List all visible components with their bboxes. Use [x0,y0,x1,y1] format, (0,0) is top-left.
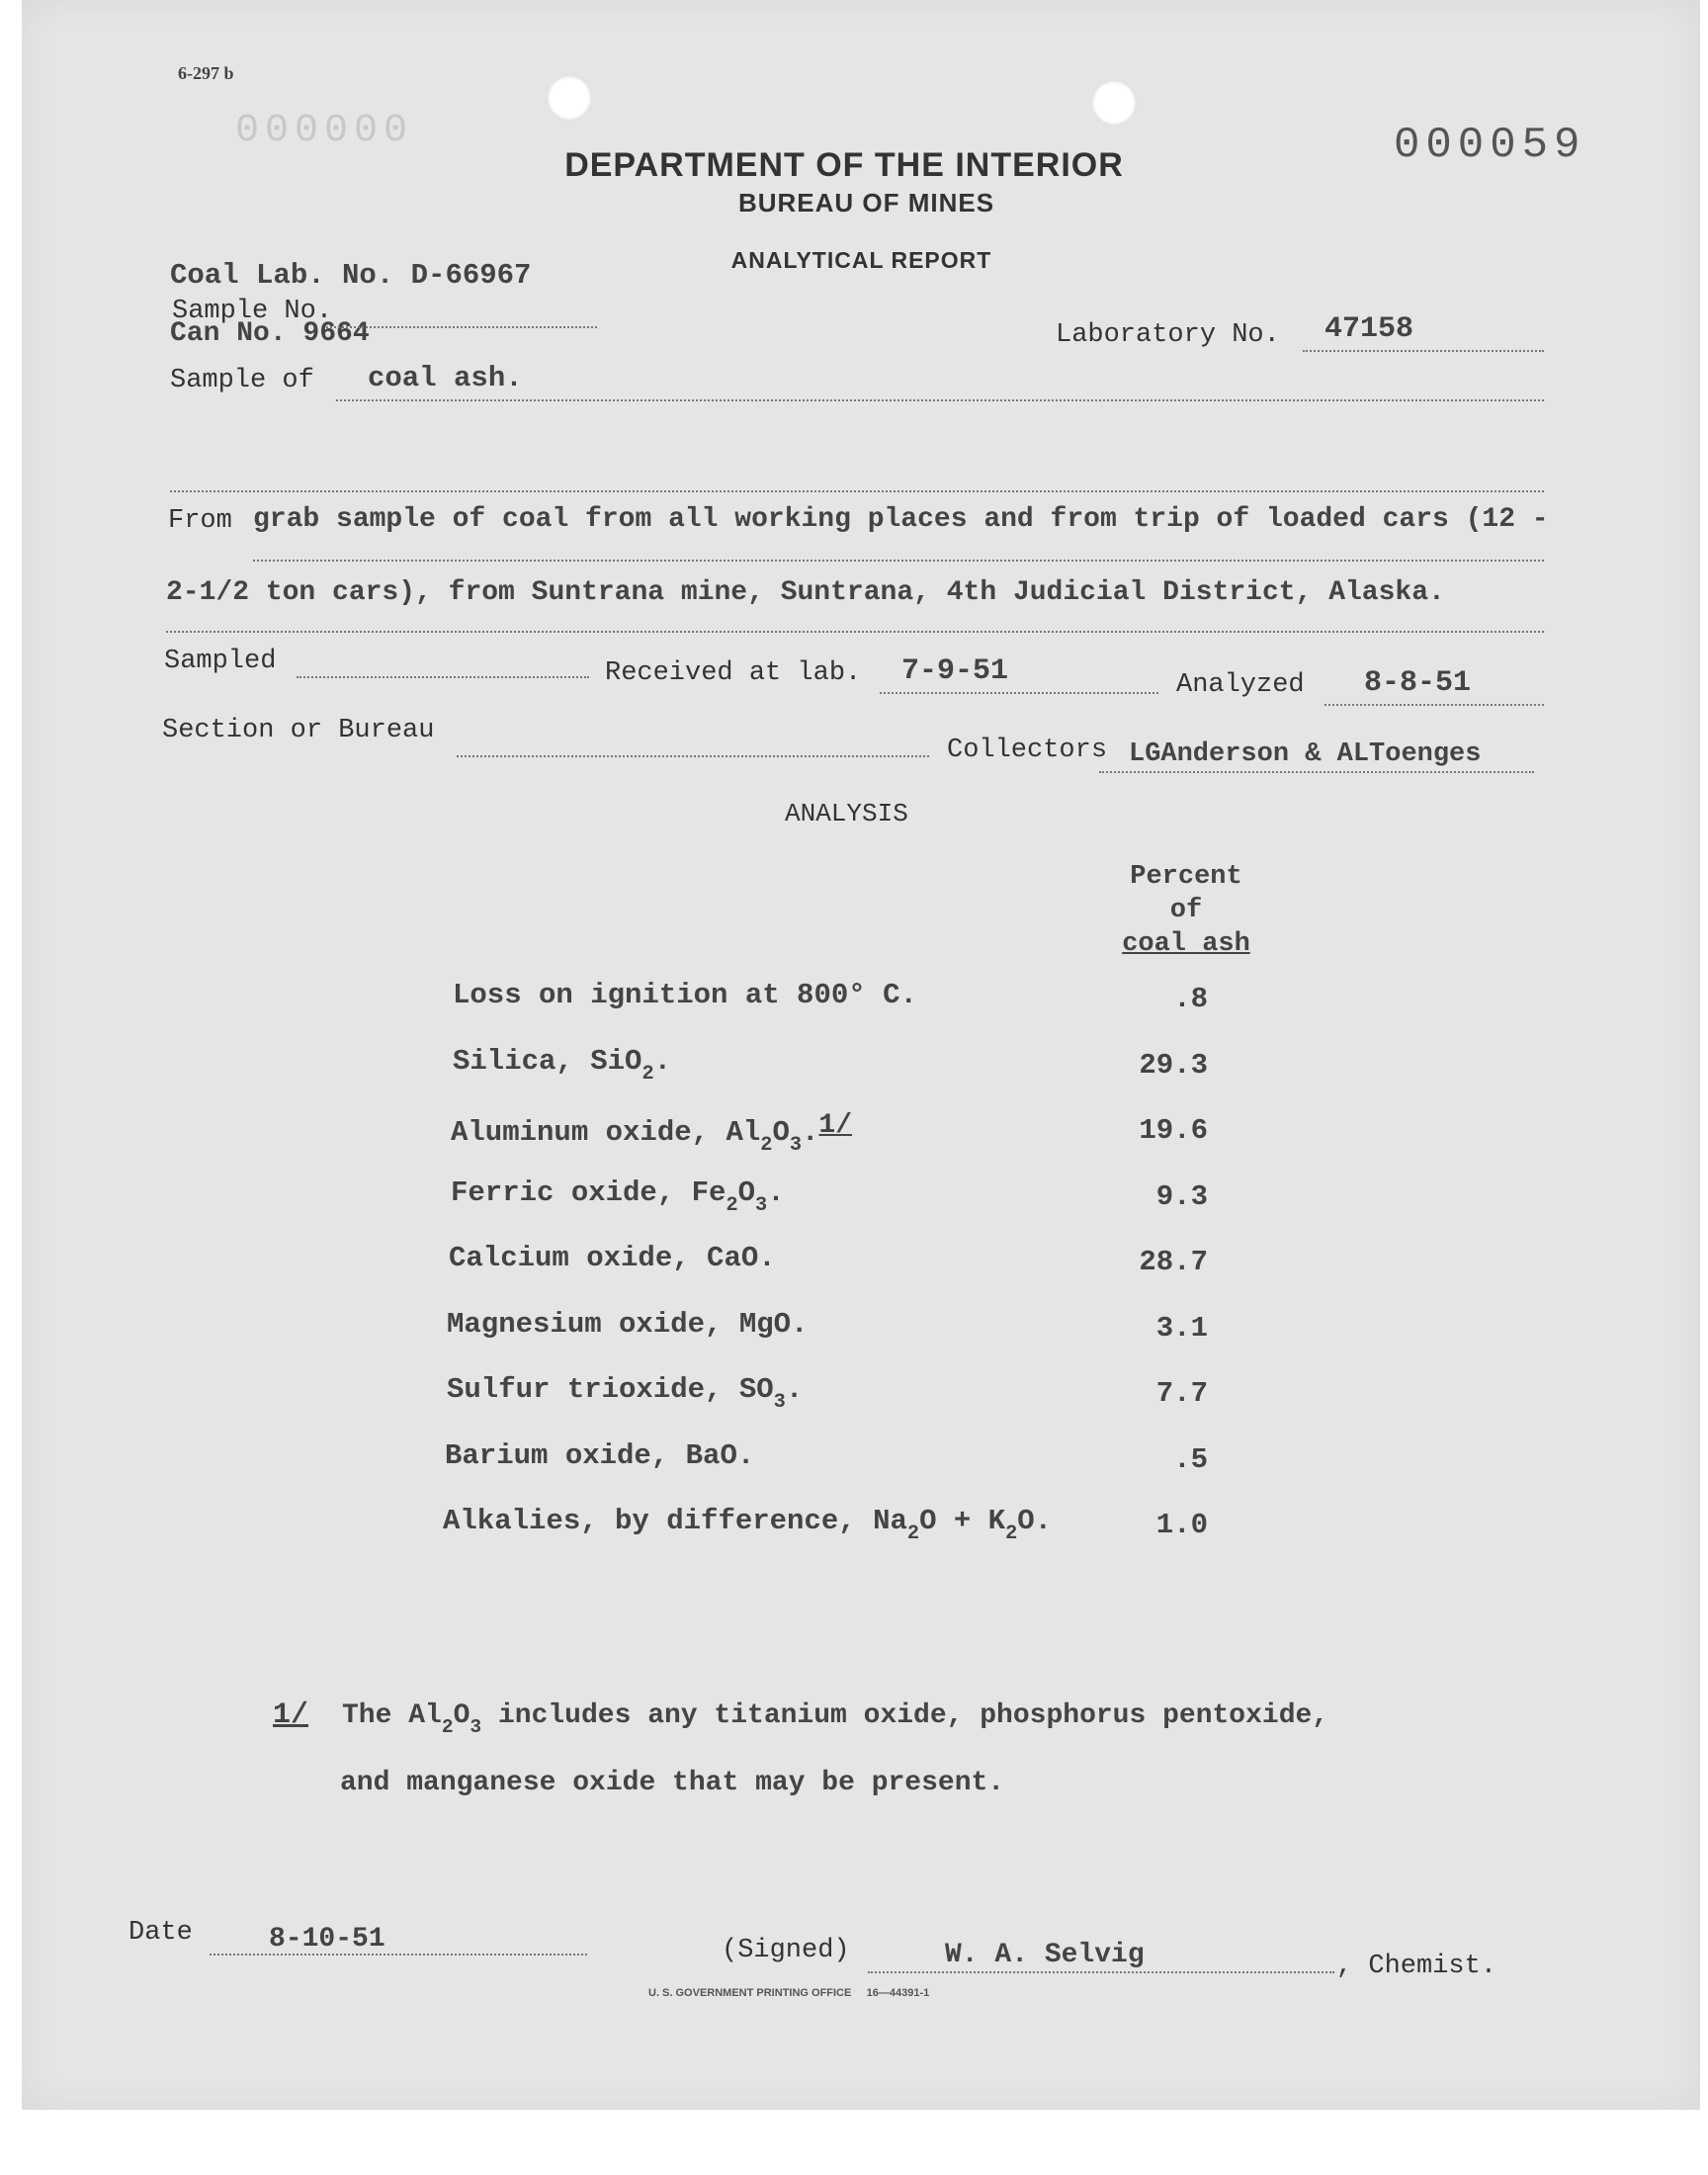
analysis-row-label: Silica, SiO$_2$. [453,1044,672,1086]
sample-no-label: Sample No. [172,297,333,326]
punch-hole-right [1091,80,1137,126]
column-header-line-2: of [1169,896,1203,925]
sampled-line [297,676,589,678]
analysis-row-label: Aluminum oxide, $Al_2O_3.1/$ [451,1110,853,1157]
analyzed-label: Analyzed [1176,670,1305,700]
column-header [1077,860,1295,961]
ghost-stamp: 000000 [235,109,414,153]
from-line-1-rule [253,560,1544,562]
section-label: Section or Bureau [162,716,435,745]
analysis-row-value: 1.0 [1155,1509,1208,1541]
sample-of-line [336,399,1544,401]
signed-label: (Signed) [722,1936,850,1965]
sample-of-label: Sample of [170,366,314,395]
footnote-line-1: The $Al_2O_3$ includes any titanium oxide, phosphorus pentoxide, [342,1700,1329,1738]
analysis-row-value: 9.3 [1155,1179,1208,1213]
section-line [457,755,929,757]
laboratory-no-value: 47158 [1324,312,1414,346]
chemist-title: , Chemist. [1336,1952,1497,1981]
received-line [880,692,1158,694]
page-number-stamp: 000059 [1394,121,1586,170]
footnote-marker: 1/ [273,1698,309,1732]
sample-no-line [326,326,597,328]
analysis-row-label: Sulfur trioxide, $SO_3$. [447,1373,804,1414]
coal-lab-number: Coal Lab. No. D-66967 [170,259,532,292]
date-value: 8-10-51 [269,1924,385,1955]
report-title: ANALYTICAL REPORT [730,247,992,273]
signer-line [868,1971,1334,1973]
analysis-row-label: Barium oxide, BaO. [445,1438,755,1472]
analysis-row-value: 29.3 [1139,1048,1208,1082]
signer-name: W. A. Selvig [945,1940,1145,1970]
form-code: 6-297 b [178,63,234,83]
column-header-line-3: coal ash [1122,929,1250,959]
analyzed-line [1324,704,1544,706]
analysis-row-label: Loss on ignition at 800° C. [453,979,917,1011]
laboratory-no-label: Laboratory No. [1056,320,1280,350]
laboratory-no-line [1303,350,1544,352]
department-heading: DEPARTMENT OF THE INTERIOR [564,146,1124,184]
blank-line [170,490,1544,492]
footnote-line-2: and manganese oxide that may be present. [340,1768,1005,1798]
from-line-2: 2-1/2 ton cars), from Suntrana mine, Suntrana, 4th Judicial District, Alaska. [166,577,1445,608]
from-line-1: grab sample of coal from all working places and from trip of loaded cars (12 - [253,504,1549,535]
collectors-value: LGAnderson & ALToenges [1129,740,1482,769]
collectors-label: Collectors [947,736,1108,765]
analysis-row-label: Alkalies, by difference, $Na_2O + K_2O$. [443,1505,1053,1545]
analysis-row-value: 19.6 [1139,1114,1208,1147]
column-header-line-1: Percent [1130,862,1242,892]
analysis-row-value: 28.7 [1139,1246,1208,1278]
analysis-row-label: Magnesium oxide, MgO. [447,1307,809,1341]
analysis-row-label: Calcium oxide, CaO. [449,1242,776,1274]
collectors-line [1099,771,1534,773]
analysis-row-value: 3.1 [1155,1311,1208,1345]
printer-line: U. S. GOVERNMENT PRINTING OFFICE 16—44391-1 [648,1987,930,1999]
sample-of-value: coal ash. [368,362,523,394]
analysis-row-value: 7.7 [1155,1377,1208,1410]
from-label: From [168,506,232,536]
punch-hole-left [547,75,592,121]
bureau-heading: BUREAU OF MINES [737,188,995,218]
analysis-row-value: .5 [1173,1442,1208,1476]
from-line-2-rule [166,631,1544,633]
can-number: Can No. 9664 [170,318,370,349]
analysis-row-value: .8 [1173,983,1208,1015]
analysis-title: ANALYSIS [785,799,908,828]
analysis-row-label: Ferric oxide, $Fe_2O_3$. [451,1175,785,1217]
sampled-label: Sampled [164,647,277,676]
date-line [210,1954,587,1956]
analyzed-value: 8-8-51 [1364,666,1472,700]
received-label: Received at lab. [605,658,862,688]
received-value: 7-9-51 [901,654,1009,688]
date-label: Date [128,1918,193,1948]
